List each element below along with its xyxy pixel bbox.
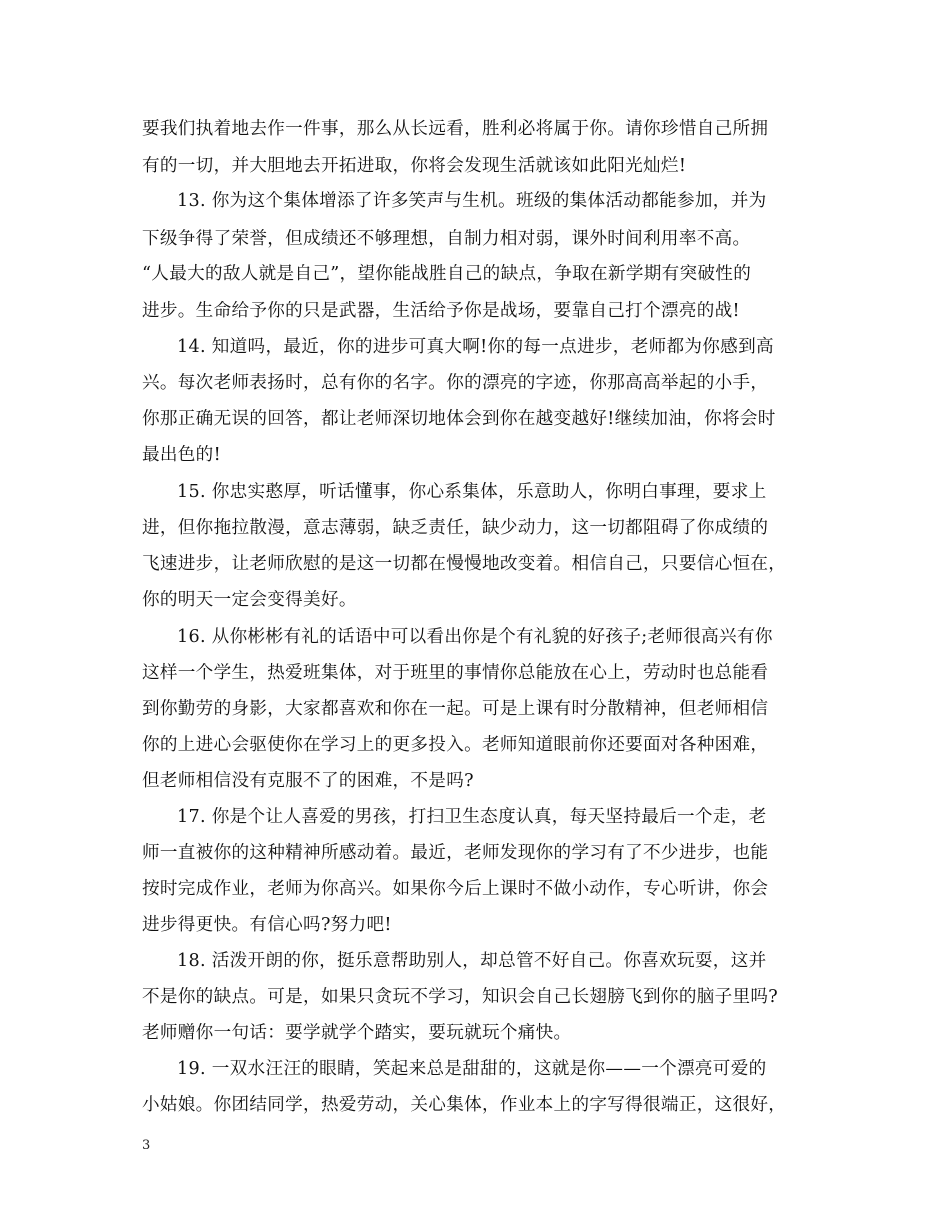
paragraph-17-start: 17. 你是个让人喜爱的男孩，打扫卫生态度认真，每天坚持最后一个走，老 xyxy=(177,807,767,827)
text-line: 兴。每次老师表扬时，总有你的名字。你的漂亮的字迹，你那高高举起的小手， xyxy=(142,373,769,393)
text-line: 师一直被你的这种精神所感动着。最近，老师发现你的学习有了不少进步，也能 xyxy=(142,843,769,863)
text-line: 小姑娘。你团结同学，热爱劳动，关心集体，作业本上的字写得很端正，这很好， xyxy=(142,1095,787,1115)
text-line: 有的一切，并大胆地去开拓进取，你将会发现生活就该如此阳光灿烂! xyxy=(142,156,687,176)
text-line: 最出色的! xyxy=(142,445,221,465)
paragraph-18-start: 18. 活泼开朗的你，挺乐意帮助别人，却总管不好自己。你喜欢玩耍，这并 xyxy=(177,951,767,971)
text-line: 到你勤劳的身影，大家都喜欢和你在一起。可是上课有时分散精神，但老师相信 xyxy=(142,699,769,719)
text-line: 飞速进步，让老师欣慰的是这一切都在慢慢地改变着。相信自己，只要信心恒在， xyxy=(142,554,787,574)
text-line: 下级争得了荣誉，但成绩还不够理想，自制力相对弱，课外时间利用率不高。 xyxy=(142,229,751,249)
paragraph-13-start: 13. 你为这个集体增添了许多笑声与生机。班级的集体活动都能参加，并为 xyxy=(177,191,767,211)
text-line: 但老师相信没有克服不了的困难，不是吗? xyxy=(142,771,474,791)
paragraph-15-start: 15. 你忠实憨厚，听话懂事，你心系集体，乐意助人，你明白事理，要求上 xyxy=(177,482,767,502)
paragraph-14-start: 14. 知道吗，最近，你的进步可真大啊!你的每一点进步，老师都为你感到高 xyxy=(177,337,774,357)
text-line: 你的上进心会驱使你在学习上的更多投入。老师知道眼前你还要面对各种困难， xyxy=(142,735,769,755)
text-line: 这样一个学生，热爱班集体，对于班里的事情你总能放在心上，劳动时也总能看 xyxy=(142,663,769,683)
text-line: 你那正确无误的回答，都让老师深切地体会到你在越变越好!继续加油，你将会时 xyxy=(142,409,776,429)
paragraph-19-start: 19. 一双水汪汪的眼睛，笑起来总是甜甜的，这就是你——一个漂亮可爱的 xyxy=(177,1059,767,1079)
page-number: 3 xyxy=(142,1138,151,1153)
text-line: 老师赠你一句话：要学就学个踏实，要玩就玩个痛快。 xyxy=(142,1023,572,1043)
text-line: 你的明天一定会变得美好。 xyxy=(142,590,357,610)
paragraph-16-start: 16. 从你彬彬有礼的话语中可以看出你是个有礼貌的好孩子;老师很高兴有你 xyxy=(177,627,773,647)
text-line: 不是你的缺点。可是，如果只贪玩不学习，知识会自己长翅膀飞到你的脑子里吗? xyxy=(142,987,779,1007)
text-line: 按时完成作业，老师为你高兴。如果你今后上课时不做小动作，专心听讲，你会 xyxy=(142,879,769,899)
text-line: 要我们执着地去作一件事，那么从长远看，胜利必将属于你。请你珍惜自己所拥 xyxy=(142,119,769,139)
text-line: 进步。生命给予你的只是武器，生活给予你是战场，要靠自己打个漂亮的战! xyxy=(142,301,740,321)
text-line: 进，但你拖拉散漫，意志薄弱，缺乏责任，缺少动力，这一切都阻碍了你成绩的 xyxy=(142,518,769,538)
text-line: “人最大的敌人就是自己”，望你能战胜自己的缺点，争取在新学期有突破性的 xyxy=(142,264,752,284)
text-line: 进步得更快。有信心吗?努力吧! xyxy=(142,915,392,935)
